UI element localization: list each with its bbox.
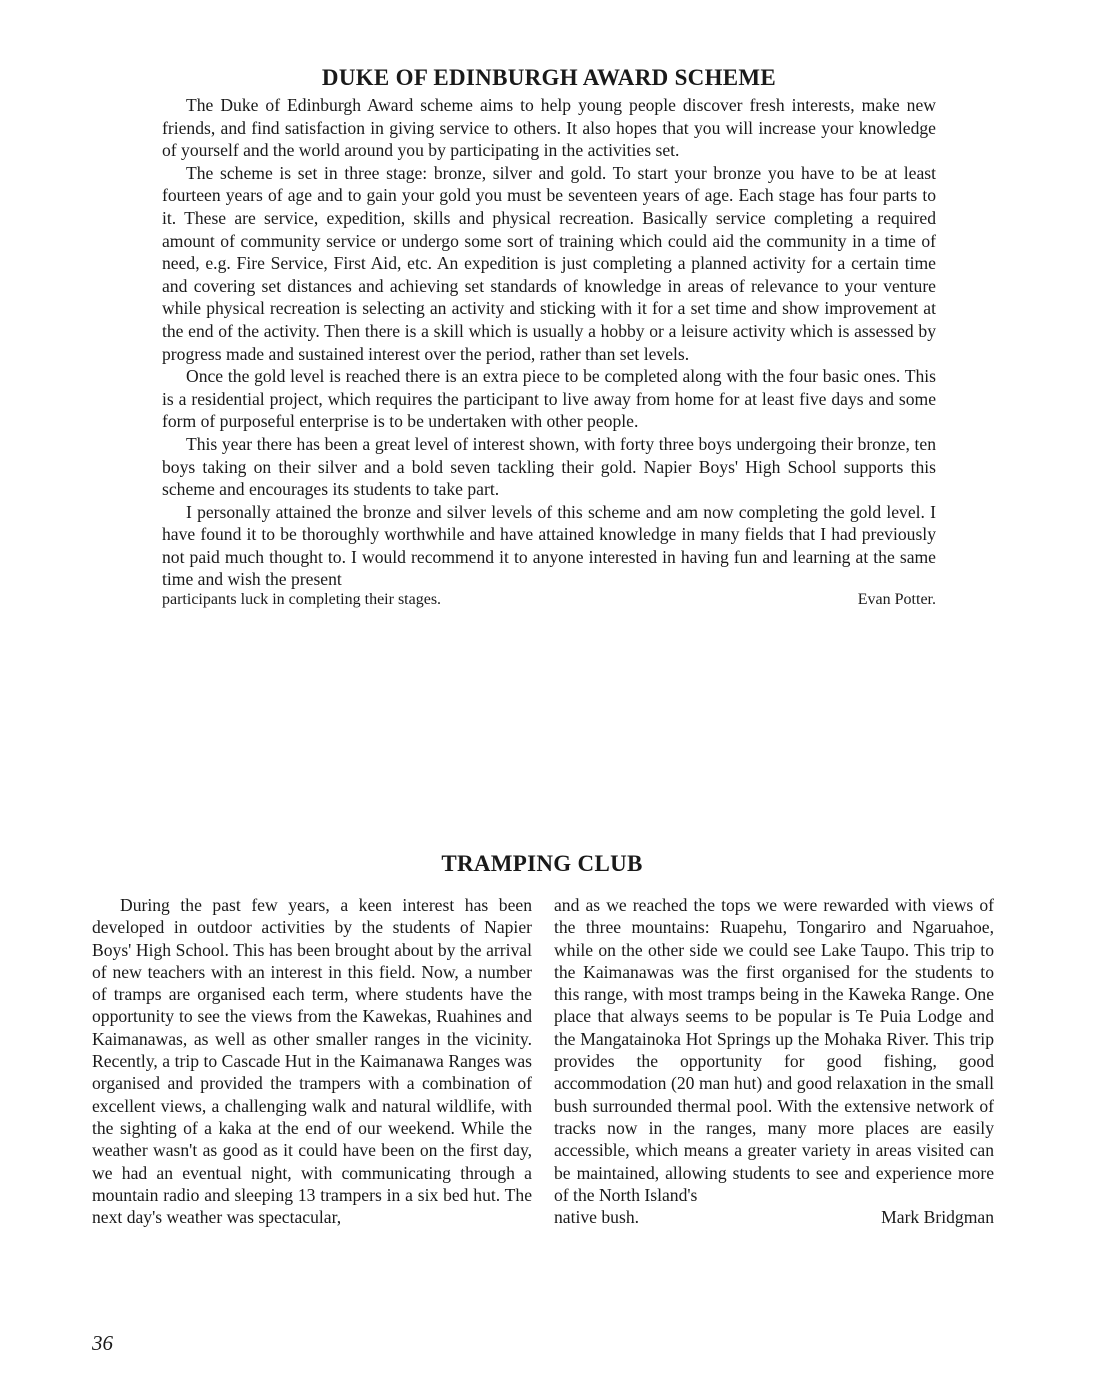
- tramping-left-text: During the past few years, a keen interest has been developed in outdoor activities by the students of Napier Boys' High School. This has been brought about by the arrival of new teachers with an interest in this field. Now, a number of tramps are organised each term, where students have the opportunity to see the views from the Kawekas, Ruahines and Kaimanawas, as well as other smaller ranges in the vicinity. Recently, a trip to Cascade Hut in the Kaimanawa Ranges was organised and provided the trampers with a combination of excellent views, a challenging walk and natural wildlife, with the sighting of a kaka at the end of our weekend. While the weather wasn't as good as it could have been on the first day, we had an eventual night, with communicating through a mountain radio and sleeping 13 trampers in a six bed hut. The next day's weather was spectacular,: [92, 895, 532, 1228]
- tramping-club-header: [92, 850, 992, 880]
- page-number: 36: [92, 1331, 113, 1355]
- duke-paragraph-4: This year there has been a great level of interest shown, with forty three boys undergoing their bronze, ten boys taking on their silver and a bold seven tackling their gold. Napier Boys' High School supports this scheme and encourages its students to take part.: [162, 433, 936, 500]
- duke-of-edinburgh-article: [162, 64, 936, 609]
- tramping-heading: TRAMPING CLUB: [441, 851, 643, 876]
- tramping-club-article: [92, 894, 994, 1306]
- duke-body: [162, 94, 936, 609]
- duke-paragraph-5: I personally attained the bronze and silver levels of this scheme and am now completing the gold level. I have found it to be thoroughly worthwhile and have attained knowledge in many fields that I had previously not paid much thought to. I would recommend it to anyone interested in having fun and learning at the same time and wish the present: [162, 501, 936, 590]
- duke-author-signature: Evan Potter.: [857, 591, 936, 609]
- tramping-closing-text: native bush.: [554, 1207, 640, 1228]
- duke-paragraph-3: Once the gold level is reached there is an extra piece to be completed along with the four basic ones. This is a residential project, which requires the participant to live away from home for at least five days and some form of purposeful enterprise is to be undertaken with other people.: [162, 366, 936, 432]
- duke-closing-line: [162, 591, 936, 609]
- tramping-left-column: [92, 894, 532, 1306]
- tramping-right-column: [554, 894, 994, 1306]
- tramping-right-text: and as we reached the tops we were rewarded with views of the three mountains: Ruapehu, Tongariro and Ngaruahoe, while on the other side we could see Lake Taupo. This trip to the Kaimanawas was the first organised for the students to this range, with most tramps being in the Kaweka Range. One place that always seems to be popular is Te Puia Lodge and the Mangatainoka Hot Springs up the Mohaka River. This trip provides the opportunity for good fishing, good accommodation (20 man hut) and good relaxation in the small bush surrounded thermal pool. With the extensive network of tracks now in the ranges, many more places are easily accessible, which means a greater variety in areas visited can be maintained, allowing students to see and experience more of the North Island's: [554, 895, 994, 1205]
- duke-heading: DUKE OF EDINBURGH AWARD SCHEME: [321, 65, 777, 90]
- tramping-closing-line: [554, 1206, 994, 1228]
- tramping-author-signature: Mark Bridgman: [881, 1207, 994, 1228]
- duke-paragraph-2: The scheme is set in three stage: bronze, silver and gold. To start your bronze you have to be at least fourteen years of age and to gain your gold you must be seventeen years of age. Each stage has four parts to it. These are service, expedition, skills and physical recreation. Basically service completing a required amount of community service or undergo some sort of training which could aid the community in a time of need, e.g. Fire Service, First Aid, etc. An expedition is just completing a planned activity for a certain time and covering set distances and achieving set standards of knowledge in areas of relevance to your venture while physical recreation is selecting an activity and sticking with it for a set time and show improvement at the end of the activity. Then there is a skill which is usually a hobby or a leisure activity which is assessed by progress made and sustained interest over the period, rather than set levels.: [162, 162, 936, 364]
- duke-paragraph-1: The Duke of Edinburgh Award scheme aims to help young people discover fresh interests, make new friends, and find satisfaction in giving service to others. It also hopes that you will increase your knowledge of yourself and the world around you by participating in the activities set.: [162, 95, 936, 161]
- duke-closing-text: participants luck in completing their stages.: [162, 591, 442, 609]
